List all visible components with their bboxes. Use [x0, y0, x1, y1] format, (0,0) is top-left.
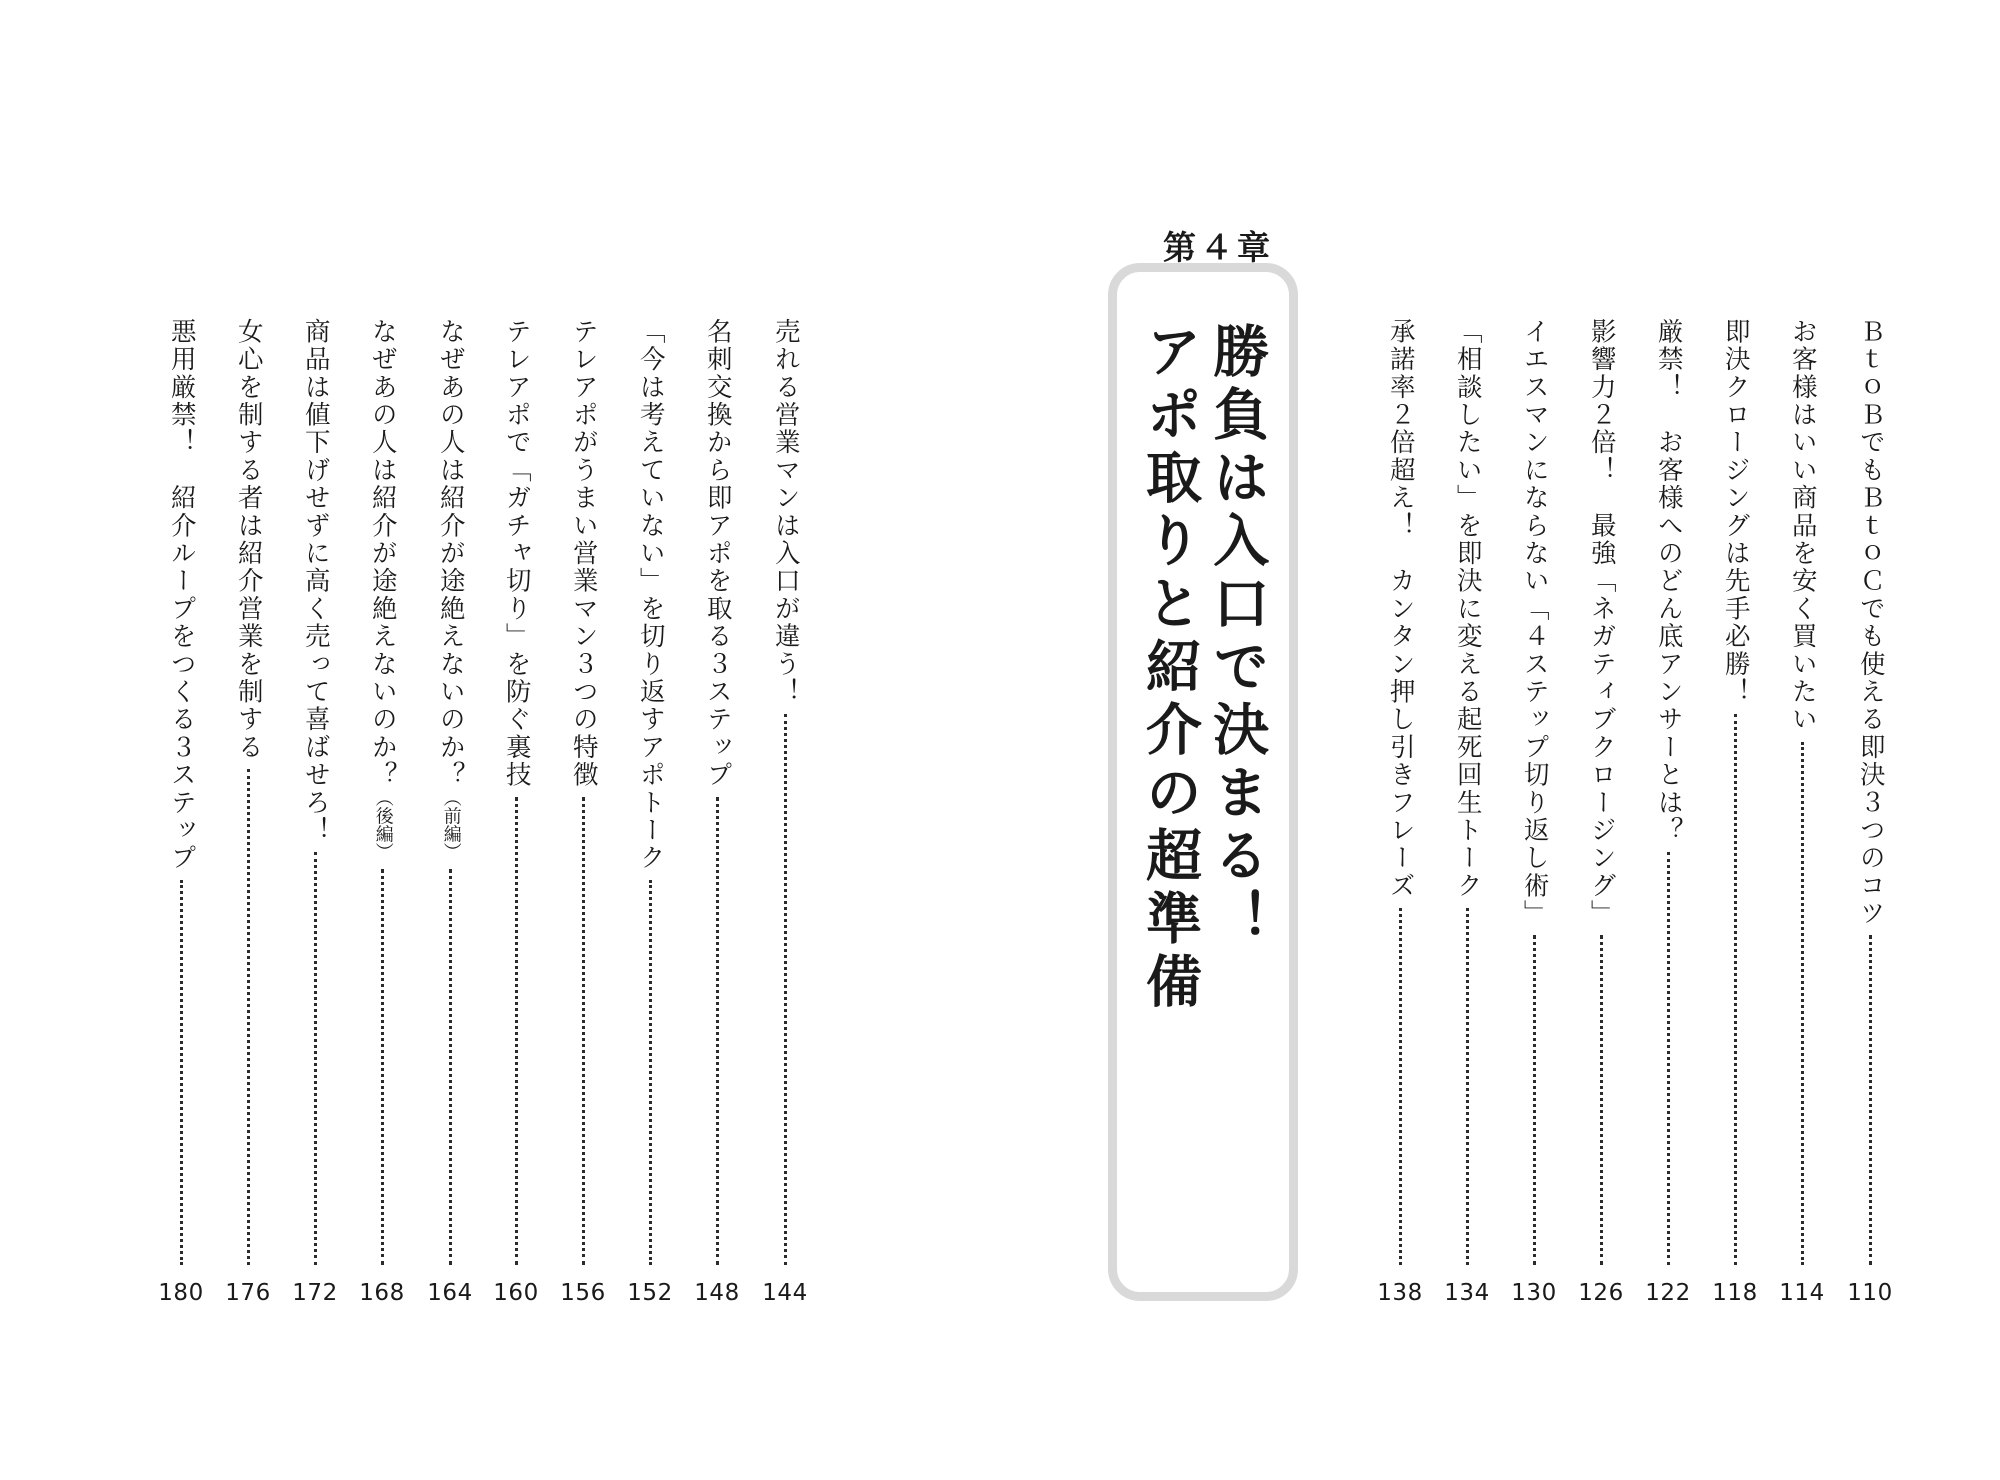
toc-entry[interactable] [694, 318, 740, 1306]
toc-entry[interactable] [1847, 318, 1893, 1306]
page-number: 176 [225, 1280, 271, 1306]
entry-title-text: 「今は考えていない」を切り返すアポトーク [635, 318, 666, 872]
entry-title [1855, 318, 1886, 928]
entry-title-text: 「相談したい」を即決に変える起死回生トーク [1452, 318, 1483, 900]
entry-title-text: なぜあの人は紹介が途絶えないのか？ [367, 318, 398, 789]
chapter-label: 第４章 [1163, 228, 1274, 267]
entry-title [1519, 318, 1550, 928]
page-number: 138 [1377, 1280, 1423, 1306]
page-number: 126 [1578, 1280, 1624, 1306]
dot-leader [1869, 935, 1872, 1265]
entry-title-text: 商品は値下げせずに高く売って喜ばせろ！ [300, 318, 331, 845]
dot-leader [649, 880, 652, 1265]
entry-title [1452, 318, 1483, 900]
dot-leader [180, 880, 183, 1265]
entry-title-text: 厳禁！ お客様へのどん底アンサーとは？ [1653, 318, 1684, 845]
toc-entry[interactable] [560, 318, 606, 1306]
page-number: 172 [292, 1280, 338, 1306]
toc-entry[interactable] [427, 318, 473, 1306]
dot-leader [1801, 742, 1804, 1266]
entry-title [435, 318, 466, 861]
dot-leader [784, 714, 787, 1265]
page-number: 130 [1511, 1280, 1557, 1306]
entry-title [501, 318, 532, 789]
entry-title-text: 承諾率２倍超え！ カンタン押し引きフレーズ [1385, 318, 1416, 900]
toc-entry[interactable] [762, 318, 808, 1306]
page-number: 156 [560, 1280, 606, 1306]
toc-entry[interactable] [627, 318, 673, 1306]
entry-title [367, 318, 398, 861]
dot-leader [314, 852, 317, 1265]
toc-entry[interactable] [292, 318, 338, 1306]
toc-entry[interactable] [1444, 318, 1490, 1306]
dot-leader [247, 769, 250, 1265]
entry-title [635, 318, 666, 872]
dot-leader [1466, 908, 1469, 1265]
dot-leader [1667, 852, 1670, 1265]
dot-leader [582, 797, 585, 1265]
entry-title-text: お客様はいい商品を安く買いたい [1787, 318, 1818, 734]
page-number: 118 [1712, 1280, 1758, 1306]
entry-title [1720, 318, 1751, 706]
entry-title-text: 影響力２倍！ 最強「ネガティブクロージング」 [1586, 318, 1617, 928]
page-number: 122 [1645, 1280, 1691, 1306]
dot-leader [449, 869, 452, 1265]
entry-title-text: 名刺交換から即アポを取る３ステップ [702, 318, 733, 789]
entry-title [233, 318, 264, 762]
entry-title-text: 女心を制する者は紹介営業を制する [233, 318, 264, 762]
entry-title [770, 318, 801, 706]
toc-entry[interactable] [1578, 318, 1624, 1306]
entry-title [1653, 318, 1684, 845]
dot-leader [1600, 935, 1603, 1265]
toc-entry[interactable] [1511, 318, 1557, 1306]
entry-note: （後編） [372, 788, 394, 861]
dot-leader [1734, 714, 1737, 1265]
toc-entry[interactable] [1712, 318, 1758, 1306]
entry-title [1385, 318, 1416, 900]
page-number: 152 [627, 1280, 673, 1306]
toc-entry[interactable] [493, 318, 539, 1306]
page-number: 144 [762, 1280, 808, 1306]
dot-leader [515, 797, 518, 1265]
page-number: 148 [694, 1280, 740, 1306]
chapter-title: 勝負は入口で決まる！ アポ取りと紹介の超準備 [1137, 322, 1270, 1015]
entry-title [166, 318, 197, 872]
entry-title [702, 318, 733, 789]
page-number: 160 [493, 1280, 539, 1306]
page-number: 134 [1444, 1280, 1490, 1306]
entry-title [568, 318, 599, 789]
page-number: 168 [359, 1280, 405, 1306]
entry-title-text: イエスマンにならない「４ステップ切り返し術」 [1519, 318, 1550, 928]
entry-title [300, 318, 331, 845]
entry-title-text: 悪用厳禁！ 紹介ループをつくる３ステップ [166, 318, 197, 872]
page-number: 110 [1847, 1280, 1893, 1306]
entry-title-text: テレアポで「ガチャ切り」を防ぐ裏技 [501, 318, 532, 789]
entry-title-text: なぜあの人は紹介が途絶えないのか？ [435, 318, 466, 789]
dot-leader [381, 869, 384, 1265]
toc-entry[interactable] [1645, 318, 1691, 1306]
dot-leader [1533, 935, 1536, 1265]
chapter-title-box [1108, 263, 1298, 1301]
entry-title-text: ＢｔｏＢでもＢｔｏＣでも使える即決３つのコツ [1855, 318, 1886, 928]
toc-entry[interactable] [1779, 318, 1825, 1306]
entry-title-text: 売れる営業マンは入口が違う！ [770, 318, 801, 706]
dot-leader [1399, 908, 1402, 1265]
page-number: 164 [427, 1280, 473, 1306]
page-number: 114 [1779, 1280, 1825, 1306]
toc-entry[interactable] [359, 318, 405, 1306]
toc-entry[interactable] [158, 318, 204, 1306]
entry-note: （前編） [440, 788, 462, 861]
dot-leader [716, 797, 719, 1265]
entry-title-text: 即決クロージングは先手必勝！ [1720, 318, 1751, 706]
entry-title [1787, 318, 1818, 734]
entry-title [1586, 318, 1617, 928]
toc-entry[interactable] [1377, 318, 1423, 1306]
entry-title-text: テレアポがうまい営業マン３つの特徴 [568, 318, 599, 789]
toc-entry[interactable] [225, 318, 271, 1306]
page-number: 180 [158, 1280, 204, 1306]
